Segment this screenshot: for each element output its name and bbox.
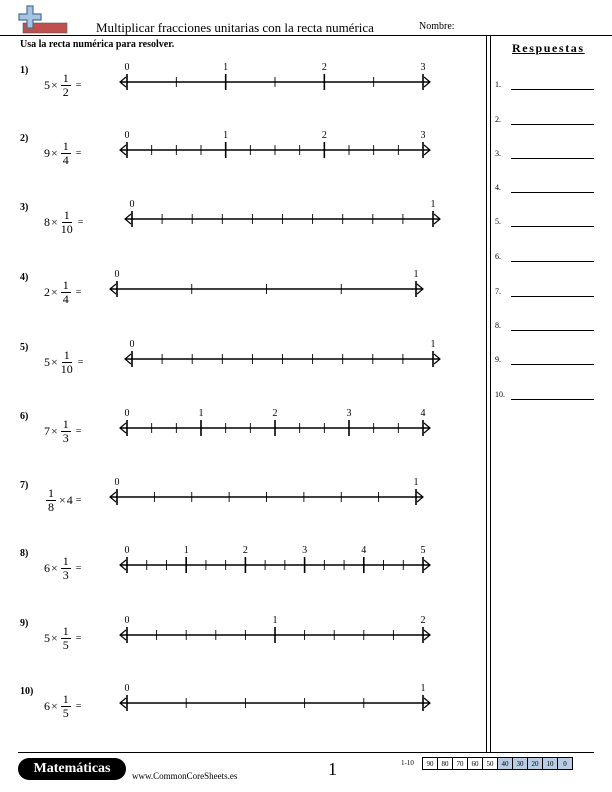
times-symbol: × — [51, 285, 58, 299]
fraction-numerator: 1 — [48, 486, 54, 500]
score-cell: 10 — [542, 757, 558, 770]
answer-number: 2. — [495, 115, 501, 124]
whole-number: 2 — [44, 285, 50, 299]
equals-sign: = — [77, 217, 84, 228]
tick-label: 1 — [430, 199, 436, 210]
answer-number: 4. — [495, 183, 501, 192]
times-symbol: × — [51, 78, 58, 92]
times-symbol: × — [51, 146, 58, 160]
score-cell: 70 — [452, 757, 468, 770]
tick-label: 3 — [420, 130, 426, 141]
whole-number: 8 — [44, 215, 50, 229]
whole-number: 6 — [44, 561, 50, 575]
tick-label: 0 — [129, 199, 135, 210]
fraction-numerator: 1 — [62, 624, 69, 638]
problem-number: 6) — [20, 411, 29, 422]
score-cell: 80 — [437, 757, 453, 770]
tick-label: 2 — [242, 545, 248, 556]
tick-label: 0 — [124, 683, 130, 694]
whole-number: 4 — [66, 493, 73, 507]
footer-logo: Matemáticas — [18, 758, 126, 780]
fraction-denominator: 4 — [62, 292, 69, 306]
fraction-numerator: 1 — [63, 348, 70, 362]
tick-label: 1 — [430, 339, 436, 350]
times-symbol: × — [51, 631, 58, 645]
tick-label: 5 — [420, 545, 426, 556]
times-symbol: × — [51, 424, 58, 438]
fraction-numerator: 1 — [62, 554, 69, 568]
score-cell: 50 — [482, 757, 498, 770]
answer-number: 1. — [495, 80, 501, 89]
whole-number: 5 — [44, 355, 50, 369]
fraction-denominator: 3 — [62, 568, 69, 582]
fraction-denominator: 2 — [62, 85, 69, 99]
tick-label: 0 — [114, 477, 120, 488]
whole-number: 6 — [44, 699, 50, 713]
answer-number: 5. — [495, 217, 501, 226]
page-number: 1 — [328, 759, 337, 779]
footer-site: www.CommonCoreSheets.es — [132, 771, 238, 781]
score-cell: 40 — [497, 757, 513, 770]
tick-label: 1 — [420, 683, 426, 694]
answer-number: 8. — [495, 321, 501, 330]
score-cell: 60 — [467, 757, 483, 770]
times-symbol: × — [59, 493, 66, 507]
tick-label: 2 — [420, 615, 426, 626]
score-cell: 90 — [422, 757, 438, 770]
instructions: Usa la recta numérica para resolver. — [20, 39, 175, 50]
tick-label: 0 — [124, 130, 130, 141]
problem-number: 4) — [20, 272, 29, 283]
times-symbol: × — [51, 215, 58, 229]
fraction-numerator: 1 — [62, 692, 69, 706]
whole-number: 5 — [44, 631, 50, 645]
tick-label: 1 — [183, 545, 189, 556]
footer-divider — [18, 752, 594, 753]
tick-label: 1 — [198, 408, 204, 419]
answer-number: 7. — [495, 287, 501, 296]
fraction-numerator: 1 — [62, 417, 69, 431]
equals-sign: = — [75, 563, 82, 574]
tick-label: 1 — [272, 615, 278, 626]
fraction-numerator: 1 — [62, 278, 69, 292]
tick-label: 1 — [223, 62, 229, 73]
tick-label: 1 — [223, 130, 229, 141]
tick-label: 1 — [413, 477, 419, 488]
fraction-denominator: 8 — [48, 500, 54, 514]
equals-sign: = — [75, 633, 82, 644]
fraction-denominator: 5 — [62, 706, 69, 720]
answer-number: 3. — [495, 149, 501, 158]
answers-title: Respuestas — [512, 41, 585, 55]
problem-number: 5) — [20, 342, 29, 353]
tick-label: 2 — [321, 62, 327, 73]
tick-label: 3 — [420, 62, 426, 73]
tick-label: 3 — [346, 408, 352, 419]
problem-number: 9) — [20, 618, 29, 629]
fraction-numerator: 1 — [62, 71, 69, 85]
score-range-label: 1-10 — [401, 759, 414, 767]
score-cell: 20 — [527, 757, 543, 770]
tick-label: 2 — [321, 130, 327, 141]
score-cell: 30 — [512, 757, 528, 770]
equals-sign: = — [75, 148, 82, 159]
fraction-denominator: 5 — [62, 638, 69, 652]
tick-label: 0 — [124, 62, 130, 73]
fraction-denominator: 10 — [60, 362, 73, 376]
problem-number: 8) — [20, 548, 29, 559]
fraction-numerator: 1 — [63, 208, 70, 222]
equals-sign: = — [75, 701, 82, 712]
problem-number: 1) — [20, 65, 29, 76]
tick-label: 1 — [413, 269, 419, 280]
worksheet-title: Multiplicar fracciones unitarias con la recta numérica — [96, 20, 374, 35]
tick-label: 0 — [114, 269, 120, 280]
tick-label: 3 — [302, 545, 308, 556]
answer-number: 9. — [495, 355, 501, 364]
problem-number: 2) — [20, 133, 29, 144]
equals-sign: = — [75, 426, 82, 437]
tick-label: 4 — [361, 545, 367, 556]
times-symbol: × — [51, 699, 58, 713]
answer-number: 10. — [495, 390, 505, 399]
equals-sign: = — [77, 357, 84, 368]
problem-number: 3) — [20, 202, 29, 213]
whole-number: 9 — [44, 146, 50, 160]
whole-number: 7 — [44, 424, 50, 438]
tick-label: 2 — [272, 408, 278, 419]
name-label: Nombre: — [419, 21, 455, 32]
times-symbol: × — [51, 355, 58, 369]
tick-label: 4 — [420, 408, 426, 419]
equals-sign: = — [75, 495, 82, 506]
equals-sign: = — [75, 287, 82, 298]
score-cell: 0 — [557, 757, 573, 770]
times-symbol: × — [51, 561, 58, 575]
fraction-numerator: 1 — [62, 139, 69, 153]
fraction-denominator: 3 — [62, 431, 69, 445]
tick-label: 0 — [124, 408, 130, 419]
answer-number: 6. — [495, 252, 501, 261]
score-table — [423, 757, 573, 770]
problem-number: 10) — [20, 686, 34, 697]
fraction-denominator: 10 — [60, 222, 73, 236]
fraction-denominator: 4 — [62, 153, 69, 167]
tick-label: 0 — [124, 615, 130, 626]
tick-label: 0 — [124, 545, 130, 556]
tick-label: 0 — [129, 339, 135, 350]
problem-number: 7) — [20, 480, 29, 491]
equals-sign: = — [75, 80, 82, 91]
whole-number: 5 — [44, 78, 50, 92]
